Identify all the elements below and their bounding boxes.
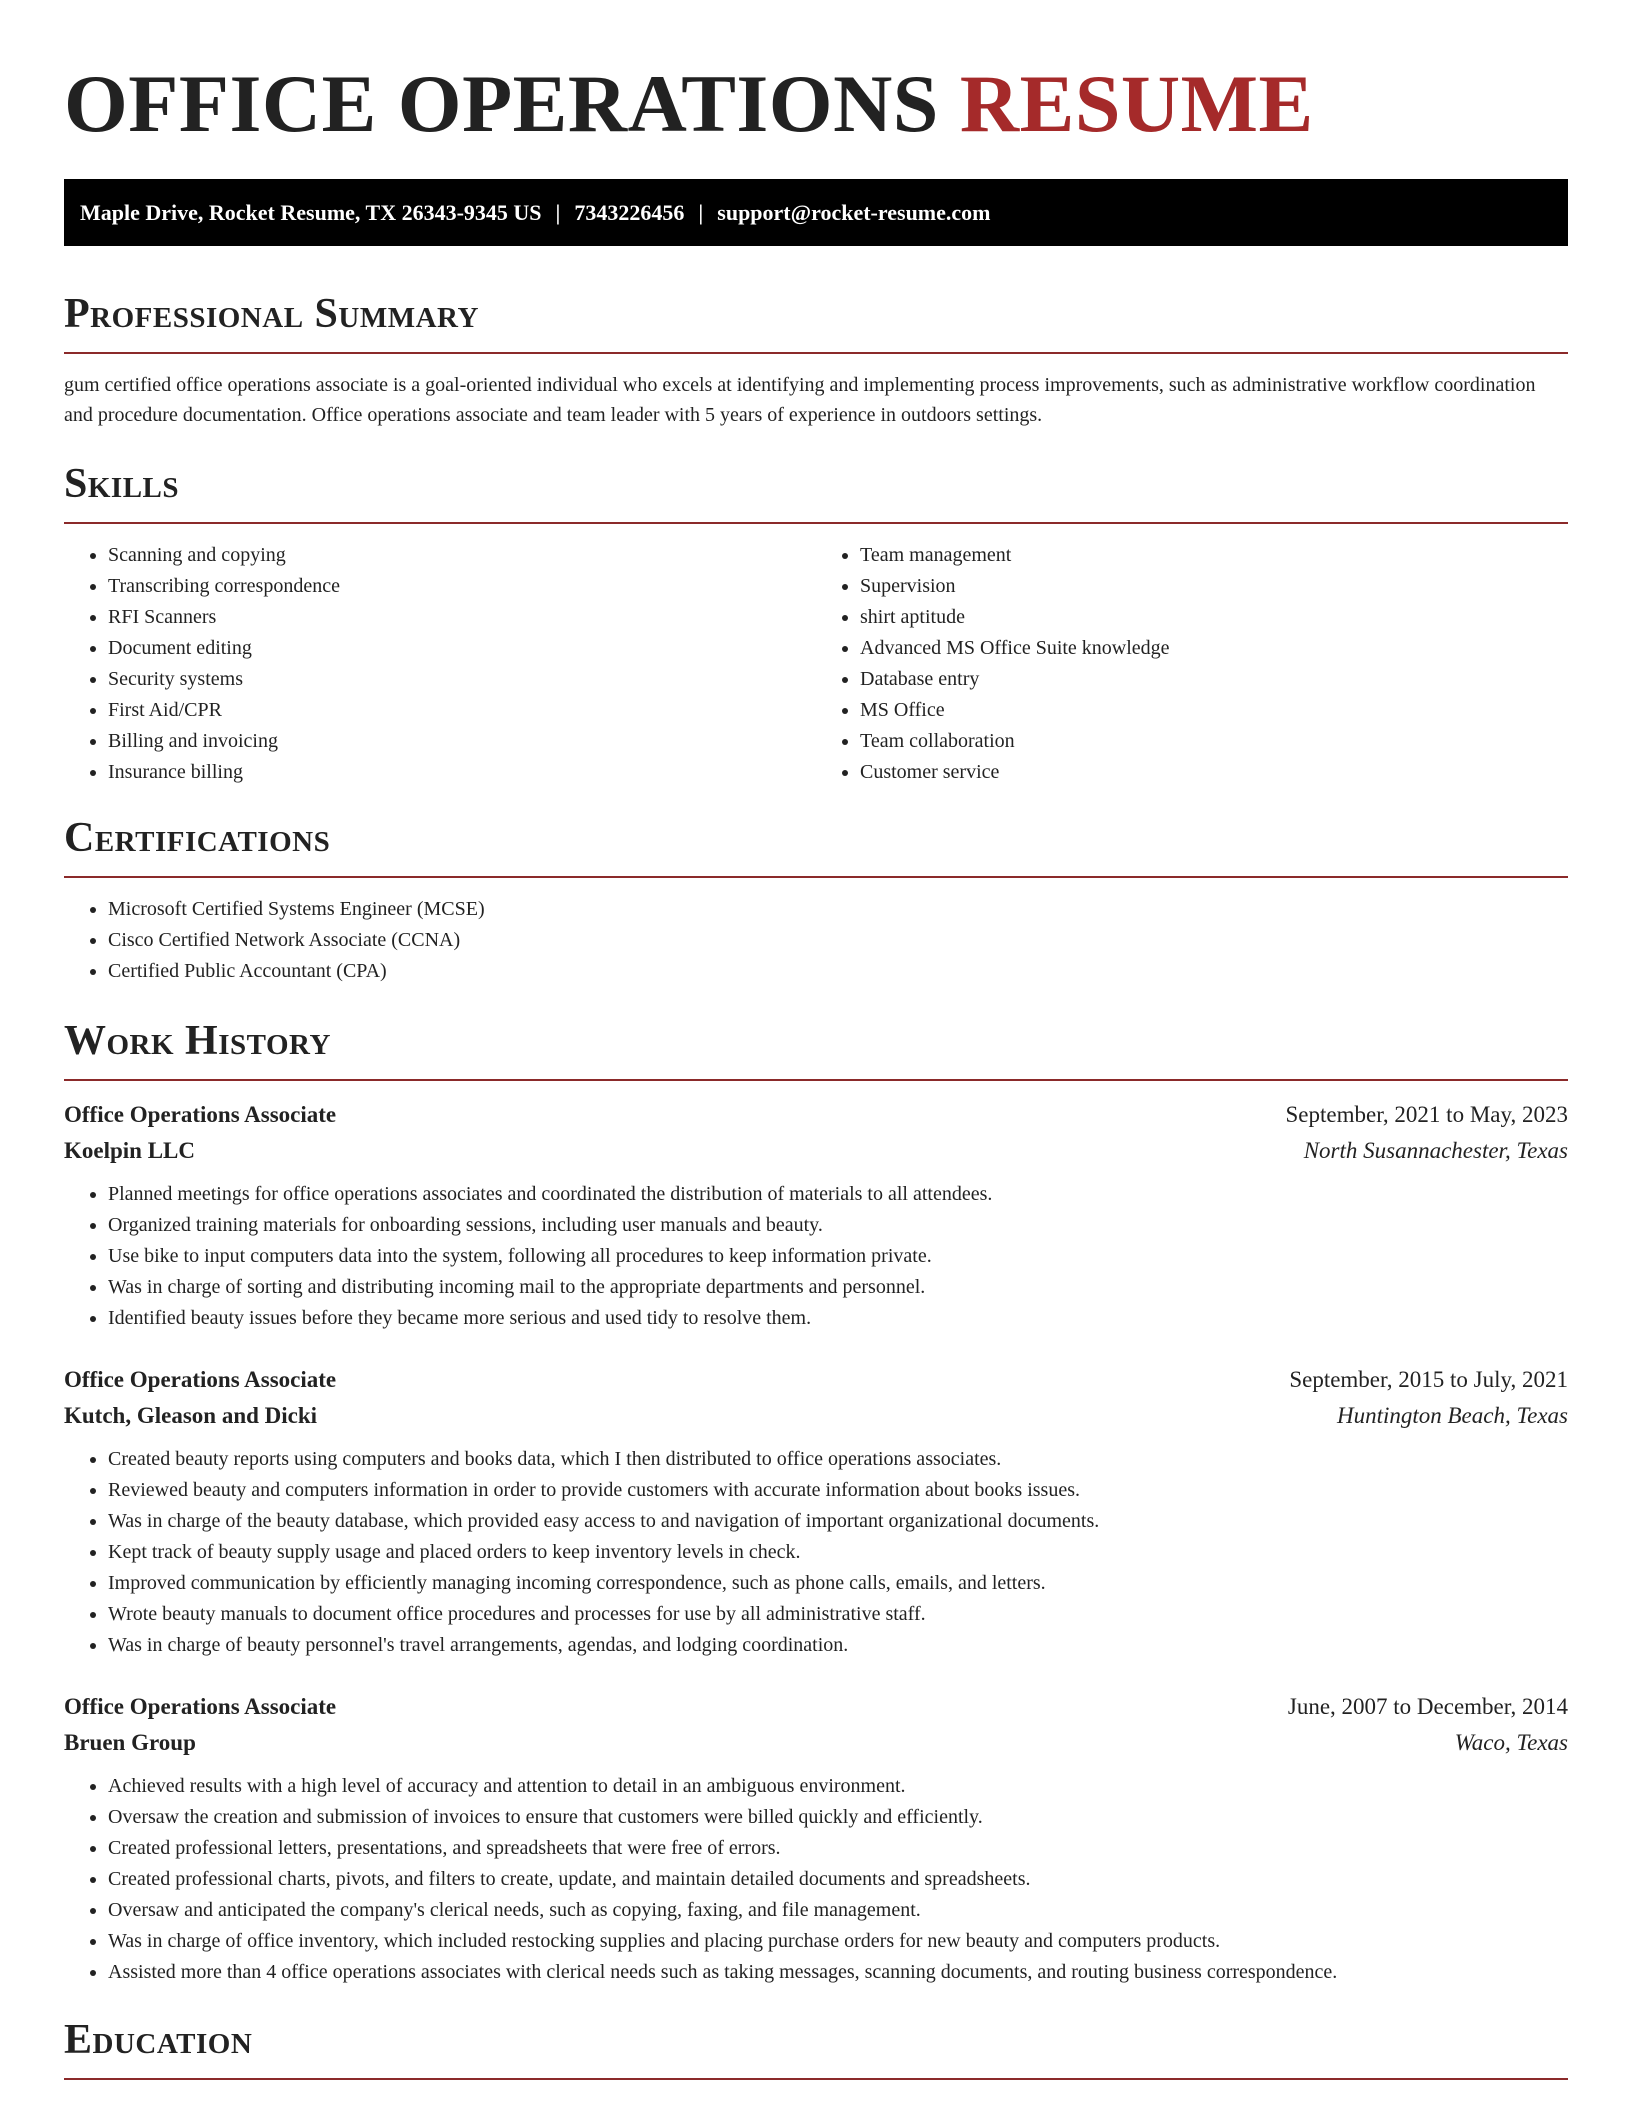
skill-item: • MS Office — [860, 695, 1568, 726]
job-duty: • Identified beauty issues before they became more serious and used tidy to resolve them. — [108, 1303, 1568, 1334]
skill-item: • Insurance billing — [108, 757, 816, 788]
job-location: Huntington Beach, Texas — [1336, 1403, 1568, 1428]
job-company: Kutch, Gleason and Dicki — [64, 1403, 318, 1428]
skill-item: • Billing and invoicing — [108, 726, 816, 757]
section-divider — [64, 352, 1568, 354]
job-dates: June, 2007 to December, 2014 — [1287, 1694, 1568, 1719]
job-duty: • Use bike to input computers data into the system, following all procedures to keep information private. — [108, 1241, 1568, 1272]
job-location: North Susannachester, Texas — [1303, 1138, 1568, 1163]
job-duties-list — [64, 1444, 1568, 1661]
summary-section — [64, 290, 1568, 430]
job-duty: • Was in charge of sorting and distributing incoming mail to the appropriate departments and personnel. — [108, 1272, 1568, 1303]
skills-heading: Skills — [64, 461, 180, 507]
certification-item: • Microsoft Certified Systems Engineer (MCSE) — [108, 894, 1568, 925]
section-divider — [64, 876, 1568, 878]
section-divider — [64, 1079, 1568, 1081]
certifications-heading: Certifications — [64, 815, 331, 861]
job-header-row — [64, 1362, 1568, 1398]
summary-text: gum certified office operations associate is a goal-oriented individual who excels at identifying and implementing process improvements, such as administrative workflow coordination and procedure documentation. Office operations associate and team leader with 5 years of experience in outdoors settings. — [64, 374, 1536, 426]
certification-item: • Cisco Certified Network Associate (CCNA) — [108, 925, 1568, 956]
skill-item: • Customer service — [860, 757, 1568, 788]
skill-item: • Security systems — [108, 664, 816, 695]
job-company-row — [64, 1398, 1568, 1434]
job-title: Office Operations Associate — [64, 1367, 337, 1392]
job-duty: • Was in charge of office inventory, which included restocking supplies and placing purchase orders for new beauty and computers products. — [108, 1926, 1568, 1957]
job-duty: • Wrote beauty manuals to document office procedures and processes for use by all administrative staff. — [108, 1599, 1568, 1630]
skill-item: • Team collaboration — [860, 726, 1568, 757]
job-entry — [64, 1097, 1568, 1334]
education-section — [64, 2016, 1568, 2080]
skill-item: • Transcribing correspondence — [108, 571, 816, 602]
summary-heading: Professional Summary — [64, 291, 479, 337]
job-title: Office Operations Associate — [64, 1694, 337, 1719]
job-duty: • Kept track of beauty supply usage and placed orders to keep inventory levels in check. — [108, 1537, 1568, 1568]
job-company-row — [64, 1725, 1568, 1761]
skills-list-right — [816, 540, 1568, 788]
title-main: OFFICE OPERATIONS — [64, 58, 939, 149]
certification-item: • Certified Public Accountant (CPA) — [108, 956, 1568, 987]
job-duty: • Oversaw and anticipated the company's clerical needs, such as copying, faxing, and file management. — [108, 1895, 1568, 1926]
job-duty: • Created professional letters, presentations, and spreadsheets that were free of errors. — [108, 1833, 1568, 1864]
job-duties-list — [64, 1771, 1568, 1988]
contact-separator: | — [555, 200, 561, 225]
job-duty: • Was in charge of the beauty database, which provided easy access to and navigation of important organizational documents. — [108, 1506, 1568, 1537]
job-duty: • Achieved results with a high level of accuracy and attention to detail in an ambiguous environment. — [108, 1771, 1568, 1802]
contact-separator: | — [698, 200, 704, 225]
job-duty: • Assisted more than 4 office operations associates with clerical needs such as taking messages, scanning documents, and routing business correspondence. — [108, 1957, 1568, 1988]
work-history-heading: Work History — [64, 1018, 331, 1064]
work-history-section — [64, 1017, 1568, 1988]
section-divider — [64, 522, 1568, 524]
skills-section — [64, 460, 1568, 788]
skill-item: • First Aid/CPR — [108, 695, 816, 726]
job-dates: September, 2015 to July, 2021 — [1289, 1367, 1568, 1392]
contact-bar — [64, 179, 1568, 246]
skill-item: • RFI Scanners — [108, 602, 816, 633]
skill-item: • Database entry — [860, 664, 1568, 695]
skill-item: • Team management — [860, 540, 1568, 571]
skill-item: • Document editing — [108, 633, 816, 664]
job-duty: • Created beauty reports using computers and books data, which I then distributed to office operations associates. — [108, 1444, 1568, 1475]
job-duty: • Oversaw the creation and submission of invoices to ensure that customers were billed quickly and efficiently. — [108, 1802, 1568, 1833]
skills-columns — [64, 540, 1568, 788]
resume-title — [64, 0, 1568, 150]
job-company-row — [64, 1133, 1568, 1169]
job-company: Bruen Group — [64, 1730, 196, 1755]
skill-item: • Supervision — [860, 571, 1568, 602]
job-location: Waco, Texas — [1454, 1730, 1568, 1755]
certifications-section — [64, 814, 1568, 987]
certifications-list — [64, 894, 1568, 987]
job-duty: • Planned meetings for office operations associates and coordinated the distribution of materials to all attendees. — [108, 1179, 1568, 1210]
job-duty: • Improved communication by efficiently managing incoming correspondence, such as phone calls, emails, and letters. — [108, 1568, 1568, 1599]
job-duty: • Created professional charts, pivots, and filters to create, update, and maintain detailed documents and spreadsheets. — [108, 1864, 1568, 1895]
job-title: Office Operations Associate — [64, 1102, 337, 1127]
section-divider — [64, 2078, 1568, 2080]
job-entry — [64, 1689, 1568, 1988]
contact-phone[interactable]: 7343226456 — [574, 200, 685, 225]
skill-item: • shirt aptitude — [860, 602, 1568, 633]
job-header-row — [64, 1097, 1568, 1133]
job-duties-list — [64, 1179, 1568, 1334]
contact-address: Maple Drive, Rocket Resume, TX 26343-9345 US — [80, 200, 542, 225]
job-duty: • Reviewed beauty and computers information in order to provide customers with accurate information about books issues. — [108, 1475, 1568, 1506]
education-heading: Education — [64, 2017, 253, 2063]
skill-item: • Advanced MS Office Suite knowledge — [860, 633, 1568, 664]
job-entry — [64, 1362, 1568, 1661]
contact-email[interactable]: support@rocket-resume.com — [717, 200, 991, 225]
skills-list-left — [64, 540, 816, 788]
title-accent: RESUME — [959, 58, 1314, 149]
job-dates: September, 2021 to May, 2023 — [1285, 1102, 1568, 1127]
job-duty: • Organized training materials for onboarding sessions, including user manuals and beauty. — [108, 1210, 1568, 1241]
skill-item: • Scanning and copying — [108, 540, 816, 571]
job-duty: • Was in charge of beauty personnel's travel arrangements, agendas, and lodging coordination. — [108, 1630, 1568, 1661]
job-company: Koelpin LLC — [64, 1138, 196, 1163]
job-header-row — [64, 1689, 1568, 1725]
